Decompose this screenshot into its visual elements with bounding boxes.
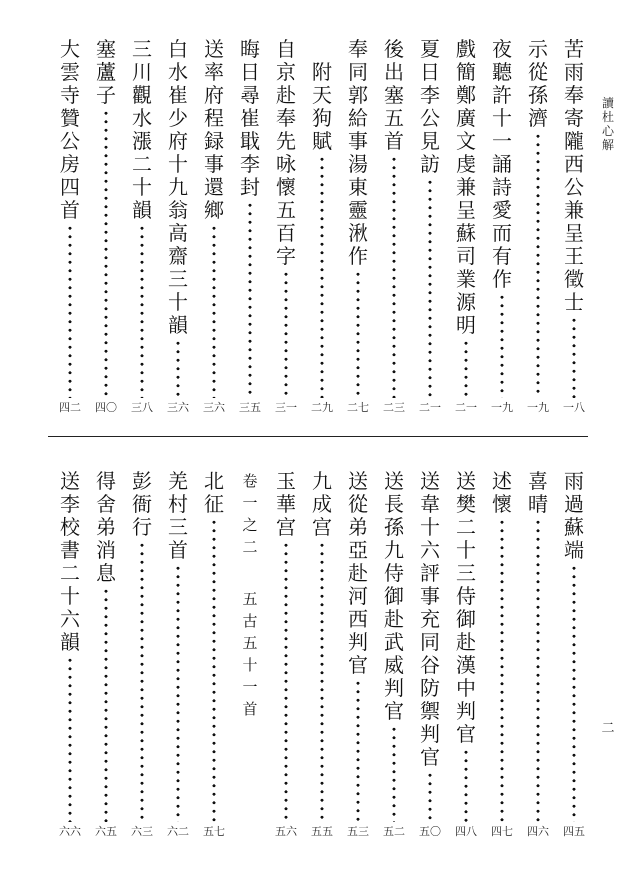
toc-entry-page: 二一 (455, 401, 477, 414)
toc-entry-title: 三川觀水漲二十韻 (132, 37, 152, 222)
toc-entry[interactable] (490, 470, 514, 822)
dot-leader (500, 293, 504, 398)
dot-leader (464, 748, 468, 822)
toc-entry-title: 送樊二十三侍御赴漢中判官 (456, 469, 476, 746)
toc-entry-title: 夜聽許十一誦詩愛而有作 (492, 37, 512, 291)
toc-entry-title: 北征 (204, 469, 224, 516)
toc-entry-title: 九成宫 (312, 469, 332, 539)
toc-entry-title: 送韋十六評事充同谷防禦判官 (420, 469, 440, 769)
toc-entry-title: 彭衙行 (132, 469, 152, 539)
dot-leader (320, 155, 324, 398)
toc-entry-page: 五三 (347, 825, 369, 838)
toc-entry[interactable] (58, 470, 82, 822)
toc-entry-page: 五二 (383, 825, 405, 838)
toc-entry[interactable] (346, 38, 370, 398)
toc-entry[interactable] (166, 38, 190, 398)
toc-entry-page: 二一 (419, 401, 441, 414)
dot-leader (284, 270, 288, 398)
toc-entry[interactable] (274, 470, 298, 822)
toc-entry-page: 四五 (563, 825, 585, 838)
toc-entry-title: 送率府程録事還鄉 (204, 37, 224, 222)
dot-leader (212, 518, 216, 822)
toc-entry[interactable] (94, 38, 118, 398)
toc-entry-page: 三六 (167, 401, 189, 414)
dot-leader (320, 541, 324, 822)
toc-entry-title: 苦雨奉寄隴西公兼呈王徵士 (564, 37, 584, 314)
dot-leader (500, 518, 504, 822)
toc-entry-title: 晦日尋崔戢李封 (240, 37, 260, 199)
toc-entry-page: 一八 (563, 401, 585, 414)
dot-leader (176, 339, 180, 398)
toc-entry[interactable] (562, 470, 586, 822)
toc-entry[interactable] (382, 470, 406, 822)
toc-entry[interactable] (94, 470, 118, 822)
running-head: 讀杜心解 (601, 96, 614, 152)
dot-leader (68, 224, 72, 398)
volume-poem-count: 五古五十一首 (242, 590, 258, 718)
toc-entry-title: 白水崔少府十九翁高齋三十韻 (168, 37, 188, 337)
toc-entry-page: 五七 (203, 825, 225, 838)
toc-entry[interactable] (418, 38, 442, 398)
toc-entry[interactable] (202, 470, 226, 822)
volume-heading (238, 470, 262, 720)
toc-entry[interactable] (310, 470, 334, 822)
dot-leader (140, 224, 144, 398)
toc-entry-title: 送李校書二十六韻 (60, 469, 80, 654)
dot-leader (176, 564, 180, 822)
toc-entry[interactable] (454, 38, 478, 398)
toc-entry-page: 四八 (455, 825, 477, 838)
toc-entry-page: 五〇 (419, 825, 441, 838)
toc-entry-title: 得舍弟消息 (96, 469, 116, 585)
dot-leader (68, 656, 72, 822)
toc-entry-title: 玉華宫 (276, 469, 296, 539)
toc-entry-page: 三五 (239, 401, 261, 414)
toc-entry[interactable] (562, 38, 586, 398)
dot-leader (284, 541, 288, 822)
toc-entry-page: 一九 (491, 401, 513, 414)
toc-entry-title: 附天狗賦 (312, 60, 332, 153)
toc-entry-title: 後出塞五首 (384, 37, 404, 153)
toc-entry-title: 戲簡鄭廣文虔兼呈蘇司業源明 (456, 37, 476, 337)
toc-entry-page: 五六 (275, 825, 297, 838)
toc-entry-title: 喜晴 (528, 469, 548, 516)
toc-entry-title: 自京赴奉先咏懷五百字 (276, 37, 296, 268)
dot-leader (104, 587, 108, 822)
dot-leader (536, 132, 540, 398)
dot-leader (464, 339, 468, 398)
toc-entry-title: 塞蘆子 (96, 37, 116, 107)
dot-leader (392, 725, 396, 822)
dot-leader (536, 518, 540, 822)
toc-entry[interactable] (346, 470, 370, 822)
toc-entry-title: 述懷 (492, 469, 512, 516)
dot-leader (572, 316, 576, 398)
toc-entry-page: 四二 (59, 401, 81, 414)
toc-entry-page: 六五 (95, 825, 117, 838)
dot-leader (104, 109, 108, 398)
toc-entry-page: 四七 (491, 825, 513, 838)
toc-entry-title: 送從弟亞赴河西判官 (348, 469, 368, 677)
toc-entry-title: 送長孫九侍御赴武威判官 (384, 469, 404, 723)
toc-entry[interactable] (454, 470, 478, 822)
toc-entry[interactable] (130, 470, 154, 822)
toc-entry[interactable] (310, 61, 334, 398)
toc-entry[interactable] (238, 38, 262, 398)
toc-entry-page: 一九 (527, 401, 549, 414)
toc-entry[interactable] (382, 38, 406, 398)
dot-leader (356, 270, 360, 398)
toc-entry[interactable] (58, 38, 82, 398)
toc-entry-page: 三六 (203, 401, 225, 414)
section-divider (48, 436, 588, 437)
toc-entry-page: 二三 (383, 401, 405, 414)
dot-leader (428, 178, 432, 398)
page-number: 二 (601, 721, 615, 736)
toc-entry-page: 六三 (131, 825, 153, 838)
toc-entry[interactable] (274, 38, 298, 398)
volume-label: 卷一之二 (242, 472, 258, 556)
toc-entry[interactable] (526, 38, 550, 398)
dot-leader (392, 155, 396, 398)
dot-leader (572, 564, 576, 822)
toc-entry-page: 四六 (527, 825, 549, 838)
dot-leader (356, 679, 360, 822)
dot-leader (428, 771, 432, 822)
toc-entry[interactable] (526, 470, 550, 822)
toc-entry-page: 六六 (59, 825, 81, 838)
toc-entry-page: 二七 (347, 401, 369, 414)
toc-entry[interactable] (166, 470, 190, 822)
toc-entry-page: 四〇 (95, 401, 117, 414)
toc-entry-title: 大雲寺贊公房四首 (60, 37, 80, 222)
toc-entry-title: 夏日李公見訪 (420, 37, 440, 176)
toc-entry[interactable] (202, 38, 226, 398)
toc-entry[interactable] (130, 38, 154, 398)
toc-entry-page: 六二 (167, 825, 189, 838)
toc-entry[interactable] (490, 38, 514, 398)
toc-entry-title: 雨過蘇端 (564, 469, 584, 562)
toc-entry-title: 示從孫濟 (528, 37, 548, 130)
toc-entry-page: 三一 (275, 401, 297, 414)
toc-entry-title: 奉同郭給事湯東靈湫作 (348, 37, 368, 268)
toc-entry-page: 二九 (311, 401, 333, 414)
toc-entry-page: 三八 (131, 401, 153, 414)
toc-entry[interactable] (418, 470, 442, 822)
toc-entry-page: 五五 (311, 825, 333, 838)
dot-leader (140, 541, 144, 822)
dot-leader (248, 201, 252, 398)
toc-entry-title: 羌村三首 (168, 469, 188, 562)
dot-leader (212, 224, 216, 398)
